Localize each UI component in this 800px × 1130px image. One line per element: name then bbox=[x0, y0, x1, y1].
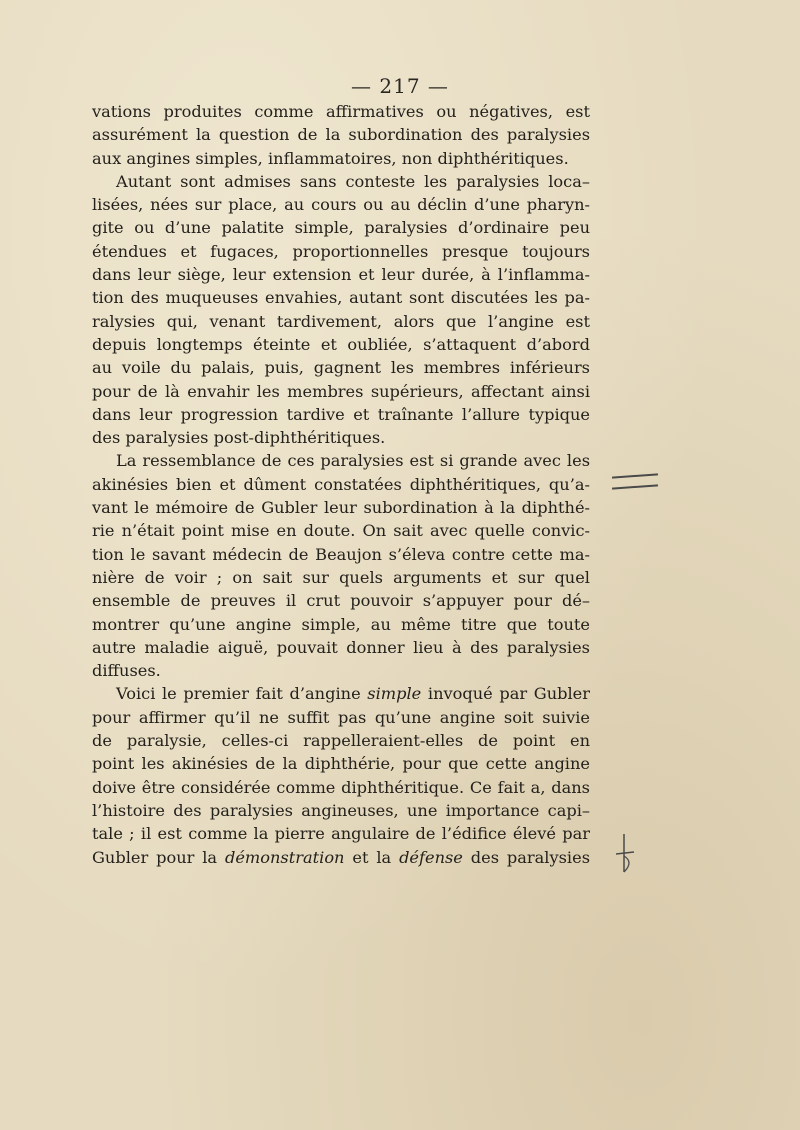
text-line bbox=[92, 729, 590, 752]
line-text: l’histoire des paralysies angineuses, une importance capi– bbox=[92, 800, 590, 820]
margin-annotation-lines bbox=[612, 475, 658, 505]
text-line bbox=[92, 566, 590, 589]
text-line bbox=[92, 403, 590, 426]
line-text: doive être considérée comme diphthéritique. Ce fait a, dans bbox=[92, 777, 590, 797]
line-text: ensemble de preuves il crut pouvoir s’appuyer pour dé– bbox=[92, 591, 590, 611]
line-text: gite ou d’une palatite simple, paralysies d’ordinaire peu bbox=[92, 218, 590, 238]
text-line bbox=[92, 846, 590, 869]
line-text: depuis longtemps éteinte et oubliée, s’attaquent d’abord bbox=[92, 334, 590, 354]
line-text: tion le savant médecin de Beaujon s’éleva contre cette ma- bbox=[92, 544, 590, 564]
text-line bbox=[92, 496, 590, 519]
line-text: et la bbox=[344, 847, 400, 867]
text-line bbox=[92, 263, 590, 286]
text-line bbox=[92, 216, 590, 239]
line-text: tion des muqueuses envahies, autant sont discutées les pa- bbox=[92, 288, 590, 308]
text-line bbox=[92, 240, 590, 263]
line-text: La ressemblance de ces paralysies est si grande avec les bbox=[116, 451, 590, 471]
line-text: autre maladie aiguë, pouvait donner lieu à des paralysies bbox=[92, 637, 590, 657]
text-line bbox=[92, 519, 590, 542]
text-line bbox=[92, 706, 590, 729]
margin-annotation-mark bbox=[612, 832, 638, 882]
text-line bbox=[92, 752, 590, 775]
text-line bbox=[92, 636, 590, 659]
body-text bbox=[92, 100, 590, 869]
text-line bbox=[92, 193, 590, 216]
text-line bbox=[92, 659, 590, 682]
line-text: des paralysies post-diphthéritiques. bbox=[92, 428, 386, 448]
line-text: aux angines simples, inflammatoires, non diphthéritiques. bbox=[92, 148, 569, 168]
pencil-stroke bbox=[612, 473, 658, 478]
line-text: diffuses. bbox=[92, 661, 161, 681]
line-text: ralysies qui, venant tardivement, alors que l’angine est bbox=[92, 311, 590, 331]
line-text: montrer qu’une angine simple, au même titre que toute bbox=[92, 614, 590, 634]
line-text: vant le mémoire de Gubler leur subordination à la diphthé- bbox=[92, 498, 590, 518]
text-line bbox=[92, 543, 590, 566]
text-line bbox=[92, 170, 590, 193]
line-text: dans leur siège, leur extension et leur durée, à l’inflamma- bbox=[92, 265, 590, 285]
italic-word: défense bbox=[399, 847, 463, 867]
text-line bbox=[92, 473, 590, 496]
text-line bbox=[92, 100, 590, 123]
text-line bbox=[92, 147, 590, 170]
text-line bbox=[92, 799, 590, 822]
text-line bbox=[92, 310, 590, 333]
line-text: pour de là envahir les membres supérieurs, affectant ainsi bbox=[92, 381, 590, 401]
line-text: des paralysies bbox=[462, 847, 590, 867]
line-text: au voile du palais, puis, gagnent les membres inférieurs bbox=[92, 358, 590, 378]
text-line bbox=[92, 613, 590, 636]
line-text: Autant sont admises sans conteste les paralysies loca– bbox=[116, 171, 590, 191]
italic-word: simple bbox=[367, 684, 422, 704]
line-text: assurément la question de la subordination des paralysies bbox=[92, 125, 590, 145]
line-text: point les akinésies de la diphthérie, pour que cette angine bbox=[92, 754, 590, 774]
text-line bbox=[92, 123, 590, 146]
text-line bbox=[92, 286, 590, 309]
text-line bbox=[92, 333, 590, 356]
line-text: de paralysie, celles-ci rappelleraient-elles de point en bbox=[92, 731, 590, 751]
line-text: étendues et fugaces, proportionnelles presque toujours bbox=[92, 241, 590, 261]
line-text: akinésies bien et dûment constatées diphthéritiques, qu’a- bbox=[92, 474, 590, 494]
text-line bbox=[92, 426, 590, 449]
text-line bbox=[92, 356, 590, 379]
page-number: — 217 — bbox=[351, 74, 449, 98]
text-line bbox=[92, 380, 590, 403]
text-line bbox=[92, 589, 590, 612]
text-line bbox=[92, 776, 590, 799]
line-text: rie n’était point mise en doute. On sait avec quelle convic- bbox=[92, 521, 590, 541]
line-text: invoqué par Gubler bbox=[421, 684, 590, 704]
line-text: Gubler pour la bbox=[92, 847, 225, 867]
line-text: pour affirmer qu’il ne suffit pas qu’une angine soit suivie bbox=[92, 707, 590, 727]
text-line bbox=[92, 449, 590, 472]
line-text: Voici le premier fait d’angine bbox=[116, 684, 368, 704]
line-text: lisées, nées sur place, au cours ou au déclin d’une pharyn- bbox=[92, 195, 590, 215]
line-text: vations produites comme affirmatives ou négatives, est bbox=[92, 102, 590, 121]
text-line bbox=[92, 822, 590, 845]
line-text: tale ; il est comme la pierre angulaire de l’édifice élevé par bbox=[92, 824, 590, 844]
line-text: nière de voir ; on sait sur quels arguments et sur quel bbox=[92, 567, 590, 587]
pencil-stroke bbox=[612, 484, 658, 489]
italic-word: démonstration bbox=[224, 847, 345, 867]
line-text: dans leur progression tardive et traînante l’allure typique bbox=[92, 404, 590, 424]
text-line bbox=[92, 682, 590, 705]
